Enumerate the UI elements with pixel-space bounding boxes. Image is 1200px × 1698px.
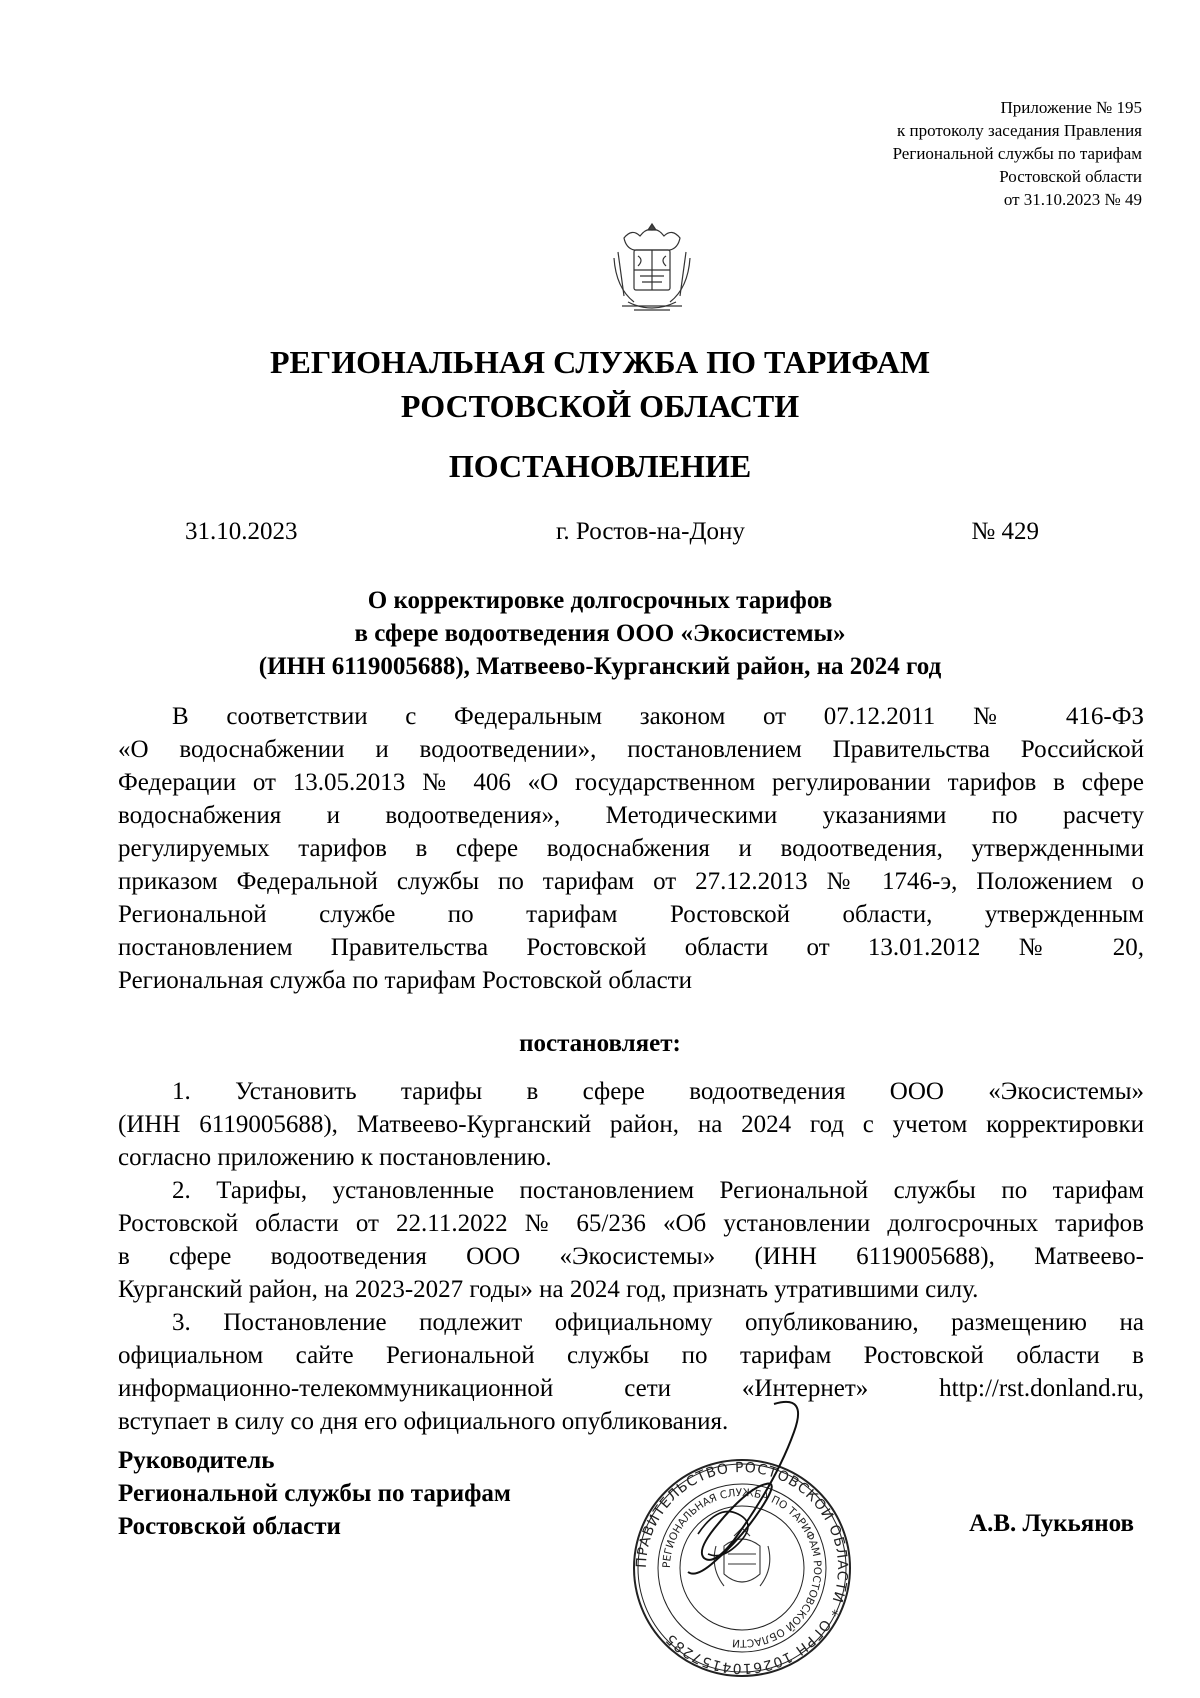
signatory-title [118, 1444, 511, 1543]
text-line: Региональной службе по тарифам Ростовской области, утвержденным [118, 901, 1144, 928]
appendix-line: от 31.10.2023 № 49 [1003, 190, 1142, 209]
text-line: согласно приложению к постановлению. [118, 1144, 552, 1171]
text-line: Региональная служба по тарифам Ростовской области [118, 967, 692, 994]
document-city: г. Ростов-на-Дону [556, 518, 745, 545]
subject-line: в сфере водоотведения ООО «Экосистемы» [354, 620, 846, 647]
rostov-coat-of-arms-icon [604, 218, 700, 322]
text-line: официальном сайте Региональной службы по тарифам Ростовской области в [118, 1342, 1144, 1369]
subject-line: О корректировке долгосрочных тарифов [367, 587, 833, 614]
document-subject [0, 584, 1200, 683]
official-seal-icon [624, 1396, 860, 1686]
signatory-name: А.В. Лукьянов [969, 1510, 1134, 1537]
text-line: 2. Тарифы, установленные постановлением Региональной службы по тарифам [172, 1177, 1144, 1204]
resolution-items [118, 1075, 1144, 1438]
signatory-title-line: Руководитель [118, 1447, 275, 1474]
resolves-heading: постановляет: [519, 1030, 681, 1057]
text-line: водоснабжения и водоотведения», Методическими указаниями по расчету [118, 802, 1144, 829]
text-line: Ростовской области от 22.11.2022 № 65/236 «Об установлении долгосрочных тарифов [118, 1210, 1144, 1237]
text-line: вступает в силу со дня его официального опубликования. [118, 1408, 729, 1435]
text-line: Курганский район, на 2023-2027 годы» на 2024 год, признать утратившими силу. [118, 1276, 979, 1303]
appendix-line: Приложение № 195 [1000, 98, 1142, 117]
text-line: В соответствии с Федеральным законом от 07.12.2011 № 416-ФЗ [172, 703, 1144, 730]
text-line: регулируемых тарифов в сфере водоснабжения и водоотведения, утвержденными [118, 835, 1144, 862]
org-name-line2: РОСТОВСКОЙ ОБЛАСТИ [400, 388, 800, 424]
text-line: информационно-телекоммуникационной сети «Интернет» http://rst.donland.ru, [118, 1375, 1144, 1402]
text-line: Федерации от 13.05.2013 № 406 «О государственном регулировании тарифов в сфере [118, 769, 1144, 796]
appendix-block [893, 96, 1142, 211]
seal-outer-text: ПРАВИТЕЛЬСТВО РОСТОВСКОЙ ОБЛАСТИ * ОГРН 1026104157285 [633, 1459, 851, 1677]
text-line: постановлением Правительства Ростовской области от 13.01.2012 № 20, [118, 934, 1144, 961]
org-name-line1: РЕГИОНАЛЬНАЯ СЛУЖБА ПО ТАРИФАМ [269, 344, 931, 380]
signatory-title-line: Региональной службы по тарифам [118, 1480, 511, 1507]
text-line: 1. Установить тарифы в сфере водоотведения ООО «Экосистемы» [172, 1078, 1144, 1105]
svg-text:РЕГИОНАЛЬНАЯ СЛУЖБА ПО ТАРИФАМ [661, 1487, 823, 1649]
appendix-line: к протоколу заседания Правления [897, 121, 1142, 140]
text-line: приказом Федеральной службы по тарифам от 27.12.2013 № 1746-э, Положением о [118, 868, 1144, 895]
subject-line: (ИНН 6119005688), Матвеево-Курганский район, на 2024 год [258, 653, 942, 680]
text-line: 3. Постановление подлежит официальному опубликованию, размещению на [172, 1309, 1144, 1336]
document-type: ПОСТАНОВЛЕНИЕ [448, 448, 752, 484]
appendix-line: Ростовской области [999, 167, 1142, 186]
text-line: «О водоснабжении и водоотведении», постановлением Правительства Российской [118, 736, 1144, 763]
document-date: 31.10.2023 [185, 518, 298, 545]
document-number: № 429 [971, 518, 1039, 545]
text-line: (ИНН 6119005688), Матвеево-Курганский район, на 2024 год с учетом корректировки [118, 1111, 1144, 1138]
signatory-title-line: Ростовской области [118, 1513, 341, 1540]
preamble-paragraph [118, 700, 1144, 997]
text-line: в сфере водоотведения ООО «Экосистемы» (ИНН 6119005688), Матвеево- [118, 1243, 1144, 1270]
appendix-line: Региональной службы по тарифам [892, 144, 1142, 163]
seal-inner-text: РЕГИОНАЛЬНАЯ СЛУЖБА ПО ТАРИФАМ РОСТОВСКОЙ ОБЛАСТИ [660, 1486, 824, 1650]
